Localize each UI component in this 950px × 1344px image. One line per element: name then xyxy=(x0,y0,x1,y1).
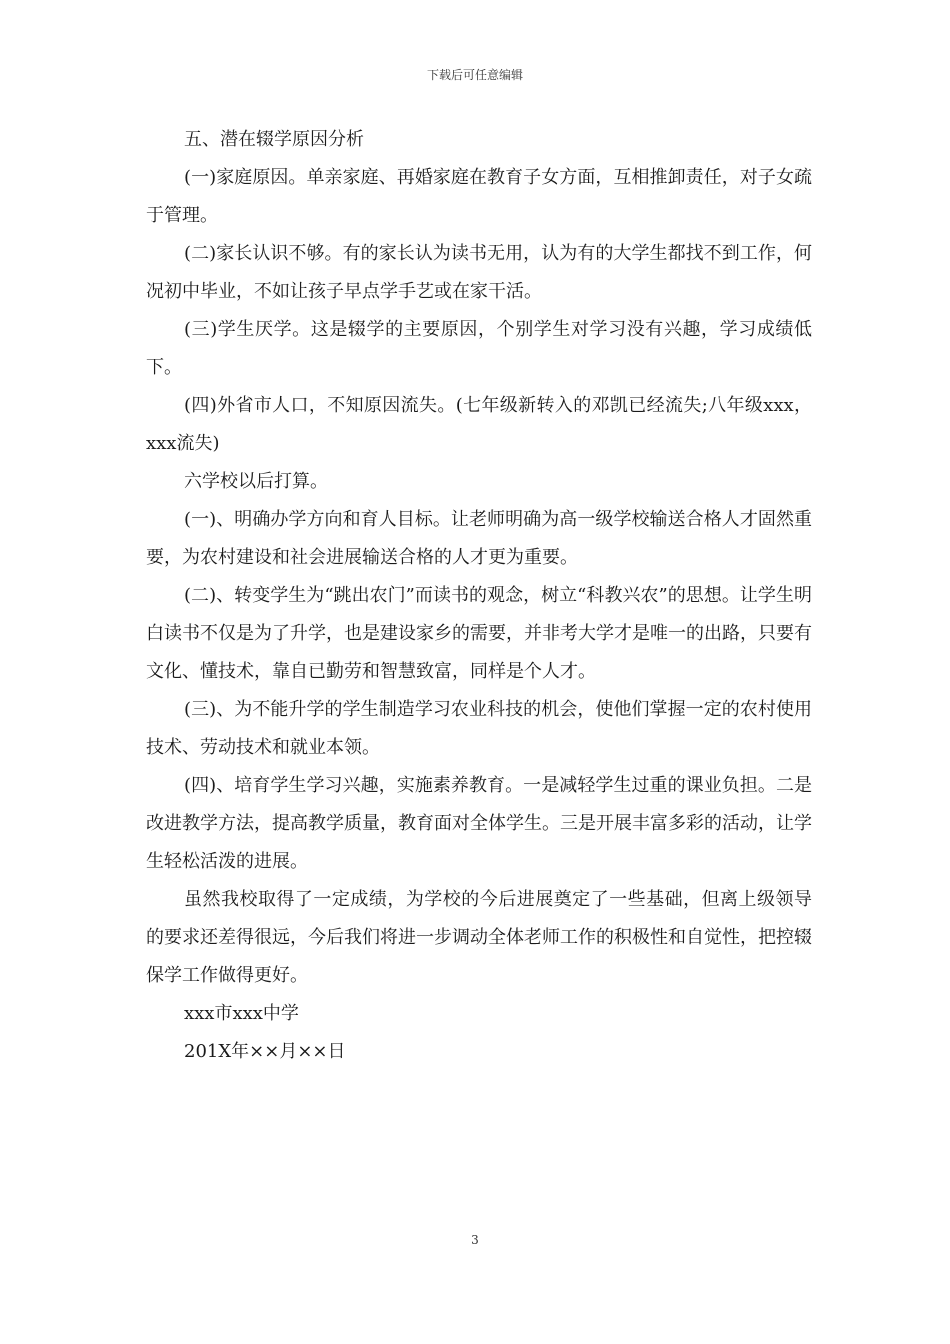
signature-school: xxx市xxx中学 xyxy=(184,1003,299,1024)
paragraph-reason-family: (一)家庭原因。单亲家庭、再婚家庭在教育子女方面，互相推卸责任，对子女疏于管理。 xyxy=(146,167,812,226)
page-number: 3 xyxy=(471,1233,479,1247)
paragraph-plan-3: (三)、为不能升学的学生制造学习农业科技的机会，使他们掌握一定的农村使用技术、劳动技术和就业本领。 xyxy=(146,699,812,758)
paragraph-plan-4: (四)、培育学生学习兴趣，实施素养教育。一是减轻学生过重的课业负担。二是改进教学方法，提高教学质量，教育面对全体学生。三是开展丰富多彩的活动，让学生轻松活泼的进展。 xyxy=(146,775,812,872)
paragraph-conclusion: 虽然我校取得了一定成绩，为学校的今后进展奠定了一些基础，但离上级领导的要求还差得很远，今后我们将进一步调动全体老师工作的积极性和自觉性，把控辍保学工作做得更好。 xyxy=(146,889,812,986)
paragraph-reason-students: (三)学生厌学。这是辍学的主要原因，个别学生对学习没有兴趣，学习成绩低下。 xyxy=(146,319,812,378)
page-header-note: 下载后可任意编辑 xyxy=(426,68,523,82)
document-body xyxy=(146,121,812,1071)
signature-date: 201X年××月××日 xyxy=(184,1041,346,1062)
paragraph-plan-1: (一)、明确办学方向和育人目标。让老师明确为高一级学校输送合格人才固然重要，为农村建设和社会进展输送合格的人才更为重要。 xyxy=(146,509,812,568)
paragraph-reason-migration: (四)外省市人口，不知原因流失。(七年级新转入的邓凯已经流失;八年级xxx，xxx流失) xyxy=(146,395,812,454)
paragraph-reason-parents: (二)家长认识不够。有的家长认为读书无用，认为有的大学生都找不到工作，何况初中毕业，不如让孩子早点学手艺或在家干活。 xyxy=(146,243,812,302)
paragraph-plan-2: (二)、转变学生为“跳出农门”而读书的观念，树立“科教兴农”的思想。让学生明白读书不仅是为了升学，也是建设家乡的需要，并非考大学才是唯一的出路，只要有文化、懂技术，靠自已勤劳和智慧致富，同样是个人才。 xyxy=(146,585,812,682)
section-heading-6: 六学校以后打算。 xyxy=(184,471,328,492)
section-heading-5: 五、潜在辍学原因分析 xyxy=(184,129,364,150)
